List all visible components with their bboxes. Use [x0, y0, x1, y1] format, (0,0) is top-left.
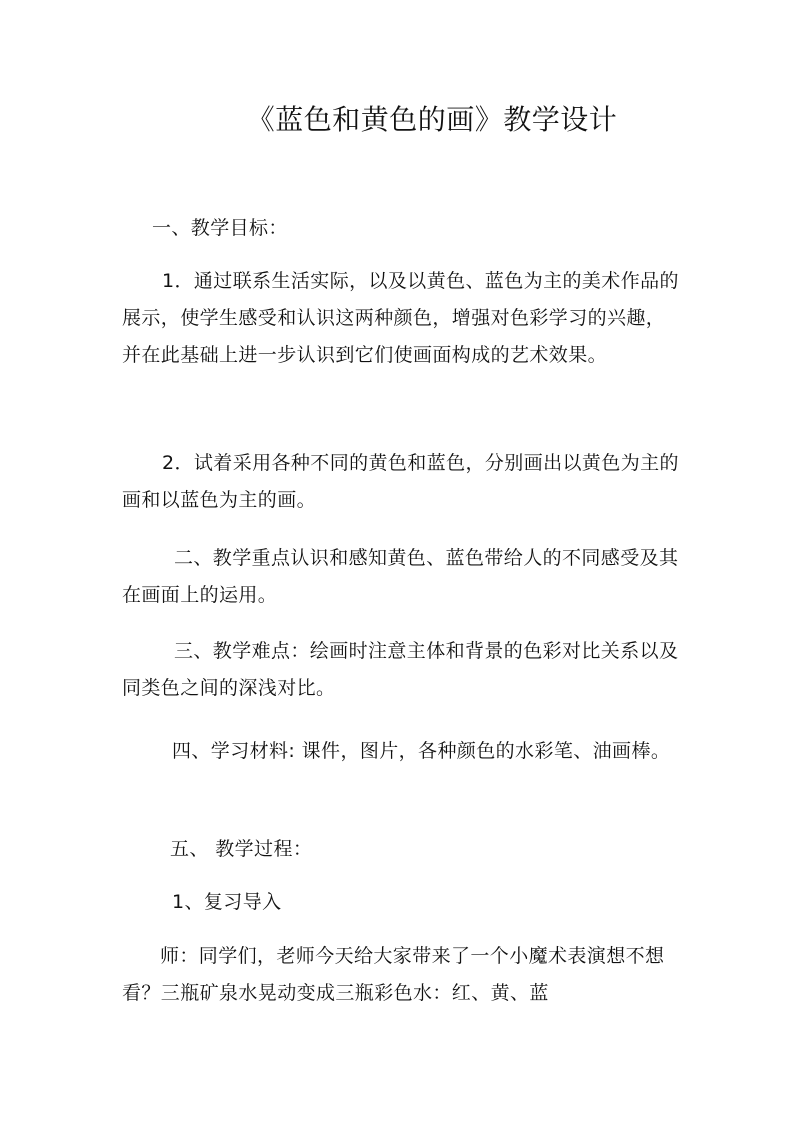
section-materials: 四、学习材料: 课件，图片，各种颜色的水彩笔、油画棒。: [172, 740, 671, 762]
teacher-dialogue-paragraph: 师：同学们，老师今天给大家带来了一个小魔术表演想不想看？三瓶矿泉水晃动变成三瓶彩色水：红、黄、蓝: [122, 945, 665, 1004]
document-title: 《蓝色和黄色的画》教学设计: [246, 103, 618, 136]
section-teaching-process: 五、 教学过程：: [170, 838, 313, 860]
section-key-points: 二、教学重点认识和感知黄色、蓝色带给人的不同感受及其在画面上的运用。: [122, 547, 679, 606]
step-review-intro: 1、复习导入: [172, 891, 282, 913]
section-heading-objectives: 一、教学目标：: [152, 217, 288, 239]
objective-paragraph-1: 1．通过联系生活实际，以及以黄色、蓝色为主的美术作品的展示，使学生感受和认识这两种颜色，增强对色彩学习的兴趣，并在此基础上进一步认识到它们使画面构成的艺术效果。: [122, 270, 679, 366]
section-difficulties: 三、教学难点：绘画时注意主体和背景的色彩对比关系以及同类色之间的深浅对比。: [122, 640, 679, 699]
objective-paragraph-2: 2．试着采用各种不同的黄色和蓝色，分别画出以黄色为主的画和以蓝色为主的画。: [122, 452, 679, 511]
